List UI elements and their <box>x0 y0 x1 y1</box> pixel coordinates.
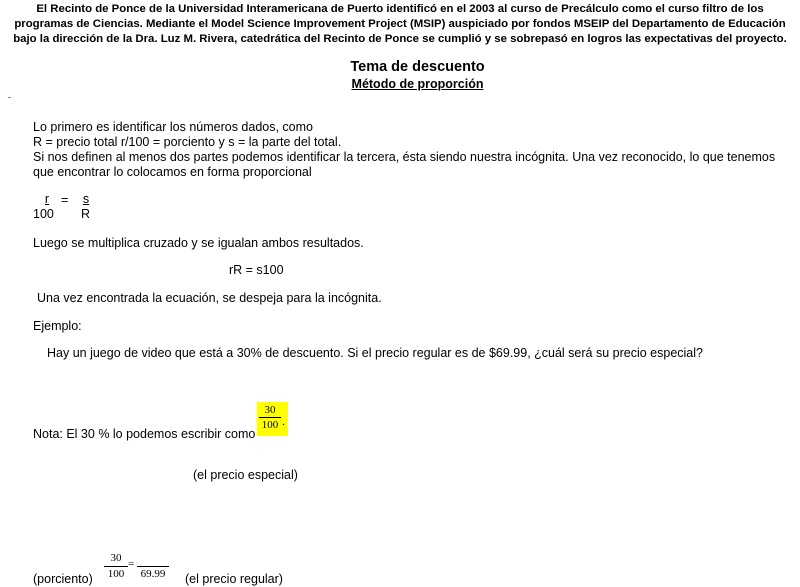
note-period: . <box>282 414 285 428</box>
bottom-fraction-price <box>137 551 169 582</box>
explanation-line-3: Si nos definen al menos dos partes podemos identificar la tercera, ésta siendo nuestra incógnita. Una vez reconocido, lo que tenemos <box>33 150 776 164</box>
bottom-equals: = <box>128 558 135 570</box>
proportion-right-denominator: R <box>81 207 91 221</box>
intro-line-2: programas de Ciencias. Mediante el Model Science Improvement Project (MSIP) auspiciado por fondos MSEIP del Departamento de Educación <box>14 18 786 30</box>
bottom-fraction-percent <box>104 551 128 582</box>
example-label: Ejemplo: <box>33 319 82 333</box>
explanation-line-1: Lo primero es identificar los números dados, como <box>33 120 313 134</box>
note-fraction-highlight <box>257 402 288 436</box>
page-title: Tema de descuento <box>350 59 485 75</box>
note-fraction-denominator: 100 <box>261 419 279 431</box>
note-fraction <box>259 403 281 432</box>
bottom-fraction-price-numerator <box>137 551 169 567</box>
bottom-fraction-price-denominator: 69.99 <box>140 568 166 580</box>
cross-multiply-text: Luego se multiplica cruzado y se igualan ambos resultados. <box>33 236 364 250</box>
proportion-left-numerator: r <box>44 192 50 206</box>
note-text: Nota: El 30 % lo podemos escribir como <box>33 427 256 441</box>
note-fraction-numerator: 30 <box>259 403 281 418</box>
proportion-equals: = <box>61 193 69 207</box>
regular-price-label: (el precio regular) <box>185 572 283 586</box>
bottom-fraction-percent-numerator: 30 <box>104 551 128 567</box>
stray-mark <box>8 97 11 98</box>
intro-line-1: El Recinto de Ponce de la Universidad Interamericana de Puerto identificó en el 2003 al curso de Precálculo como el curso filtro de los <box>36 3 764 15</box>
example-problem: Hay un juego de video que está a 30% de descuento. Si el precio regular es de $69.99, ¿cuál será su precio especial? <box>47 346 703 360</box>
solve-text: Una vez encontrada la ecuación, se despeja para la incógnita. <box>37 291 382 305</box>
explanation-line-2: R = precio total r/100 = porciento y s = la parte del total. <box>33 135 342 149</box>
explanation-paragraph <box>33 120 775 180</box>
intro-paragraph <box>0 2 800 47</box>
explanation-line-4: que encontrar lo colocamos en forma proporcional <box>33 165 312 179</box>
equation: rR = s100 <box>229 263 284 277</box>
bottom-fraction-percent-denominator: 100 <box>107 568 125 580</box>
page-subtitle: Método de proporción <box>351 77 484 91</box>
special-price-label: (el precio especial) <box>193 468 298 482</box>
intro-line-3: bajo la dirección de la Dra. Luz M. Rivera, catedrática del Recinto de Ponce se cumplió y se sobrepasó en logros las expectativas del proyecto. <box>13 33 787 45</box>
percent-label: (porciento) <box>33 572 93 586</box>
proportion-right-numerator: s <box>82 192 90 206</box>
proportion-left-denominator: 100 <box>33 207 54 221</box>
